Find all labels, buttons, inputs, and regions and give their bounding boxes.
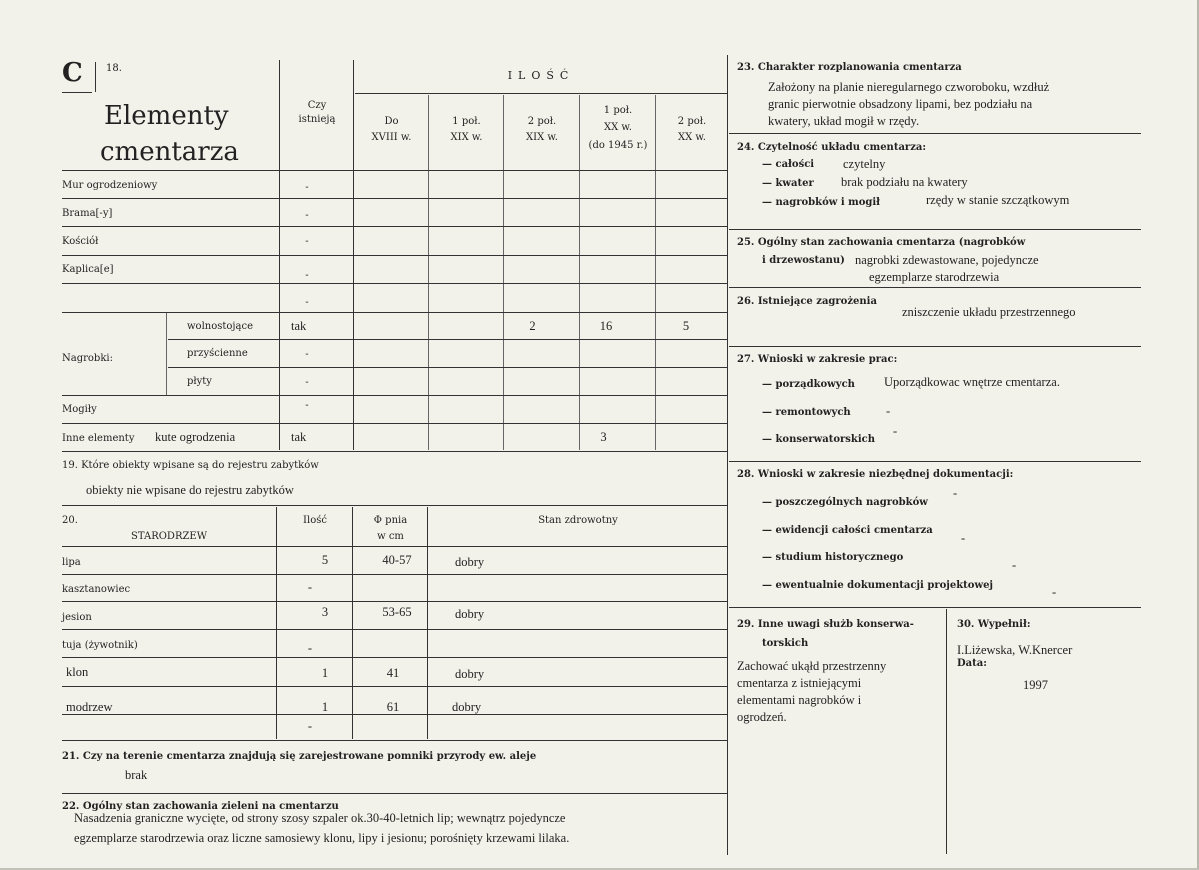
col-czy-header: istnieją bbox=[298, 114, 336, 125]
row-label: Mogiły bbox=[62, 404, 97, 415]
row-line bbox=[62, 657, 727, 658]
question-26: 26. Istniejące zagrożenia bbox=[737, 296, 877, 307]
row-label: płyty bbox=[187, 376, 212, 387]
question-21: 21. Czy na terenie cmentarza znajdują się zarejestrowane pomniki przyrody ew. aleje bbox=[62, 751, 537, 762]
item-value: - bbox=[961, 531, 966, 545]
row-label: Mur ogrodzeniowy bbox=[62, 180, 158, 191]
tree-count: 5 bbox=[321, 553, 329, 567]
row-line bbox=[62, 283, 727, 284]
item-value: - bbox=[886, 404, 891, 418]
filled-by-names: I.Liżewska, W.Knercer bbox=[957, 643, 1073, 657]
answer-26: zniszczenie układu przestrzennego bbox=[902, 305, 1076, 319]
cell-value: 3 bbox=[600, 430, 607, 444]
row-line bbox=[62, 601, 727, 602]
question-29: torskich bbox=[762, 638, 809, 649]
answer-29-line: ogrodzeń. bbox=[737, 710, 787, 724]
row-line bbox=[729, 287, 1141, 288]
cell-value: 16 bbox=[599, 319, 613, 333]
item-label: — kwater bbox=[762, 178, 814, 189]
row-line bbox=[62, 198, 727, 199]
tree-health: dobry bbox=[455, 667, 485, 681]
col-header: 2 poł. bbox=[527, 116, 557, 127]
item-label: — nagrobków i mogił bbox=[762, 197, 881, 208]
question-22: 22. Ogólny stan zachowania zieleni na cmentarzu bbox=[62, 801, 339, 812]
divider bbox=[655, 95, 656, 450]
question-24: 24. Czytelność układu cmentarza: bbox=[737, 142, 927, 153]
row-line bbox=[62, 793, 727, 794]
item-value: - bbox=[1052, 585, 1057, 599]
tree-name: kasztanowiec bbox=[62, 584, 131, 595]
col-czy-header: Czy bbox=[307, 100, 327, 111]
tree-health: dobry bbox=[452, 700, 482, 714]
col-header: 1 poł. bbox=[452, 116, 481, 127]
item-label: — remontowych bbox=[762, 407, 851, 418]
divider bbox=[579, 95, 580, 450]
row-line bbox=[729, 346, 1141, 347]
answer-23-line: granic pierwotnie obsadzony lipami, bez podziału na bbox=[768, 97, 1033, 111]
section-number: 20. bbox=[62, 515, 78, 526]
col-header: Stan zdrowotny bbox=[538, 515, 618, 526]
divider bbox=[946, 609, 947, 854]
tree-diameter: 61 bbox=[386, 700, 400, 714]
cell-czy: - bbox=[305, 349, 309, 360]
col-header: XIX w. bbox=[526, 132, 558, 143]
row-line bbox=[62, 395, 727, 396]
row-line bbox=[62, 505, 727, 506]
item-value: - bbox=[893, 424, 898, 438]
cell-czy: - bbox=[305, 210, 309, 221]
answer-29-line: Zachować ukąłd przestrzenny bbox=[737, 659, 887, 673]
col-header: Φ pnia bbox=[373, 515, 408, 526]
cell-czy: tak bbox=[291, 430, 307, 444]
col-header: Ilość bbox=[303, 515, 327, 526]
tree-name: modrzew bbox=[66, 700, 113, 714]
letter-underline bbox=[62, 92, 92, 93]
item-value: Uporządkowac wnętrze cmentarza. bbox=[884, 375, 1060, 389]
divider bbox=[355, 93, 727, 94]
section-number: 18. bbox=[106, 63, 122, 74]
col-ilosc-header: ILOŚĆ bbox=[507, 69, 575, 82]
divider bbox=[727, 55, 728, 855]
divider bbox=[276, 507, 277, 739]
item-value: - bbox=[953, 486, 958, 500]
date-value: 1997 bbox=[1023, 678, 1048, 692]
answer-19: obiekty nie wpisane do rejestru zabytków bbox=[86, 483, 294, 497]
tree-health: dobry bbox=[455, 607, 485, 621]
tree-count: 1 bbox=[321, 666, 329, 680]
col-header: Do bbox=[384, 116, 399, 127]
answer-25-line: nagrobki zdewastowane, pojedyncze bbox=[855, 253, 1039, 267]
item-label: — poszczególnych nagrobków bbox=[762, 497, 928, 508]
answer-25-line: egzemplarze starodrzewia bbox=[869, 270, 1000, 284]
cell-czy: tak bbox=[291, 319, 307, 333]
row-line bbox=[62, 451, 727, 452]
tree-diameter: 53-65 bbox=[382, 605, 412, 619]
col-header: (do 1945 r.) bbox=[588, 140, 648, 151]
row-line bbox=[729, 133, 1141, 134]
cell-czy: - bbox=[305, 297, 309, 308]
divider bbox=[166, 313, 167, 395]
answer-22-line: Nasadzenia graniczne wycięte, od strony szosy szpaler ok.30-40-letnich lip; wewnątrz pojedyncze bbox=[74, 811, 566, 825]
tree-name: tuja (żywotnik) bbox=[62, 640, 138, 651]
answer-29-line: elementami nagrobków i bbox=[737, 693, 862, 707]
divider bbox=[352, 507, 353, 739]
tree-diameter: 41 bbox=[386, 666, 400, 680]
date-label: Data: bbox=[957, 658, 987, 669]
row-label: Nagrobki: bbox=[62, 353, 113, 364]
item-label: — porządkowych bbox=[762, 379, 855, 390]
row-label: Kaplica[e] bbox=[62, 264, 114, 275]
item-label: — studium historycznego bbox=[762, 552, 904, 563]
row-line bbox=[62, 226, 727, 227]
cell-czy: - bbox=[305, 270, 309, 281]
row-line bbox=[62, 686, 727, 687]
item-label: — ewidencji całości cmentarza bbox=[762, 525, 933, 536]
cell-czy: - bbox=[305, 236, 309, 247]
row-value: kute ogrodzenia bbox=[155, 430, 236, 444]
filled-by-label: 30. Wypełnił: bbox=[957, 619, 1031, 630]
table-title: STARODRZEW bbox=[131, 531, 207, 542]
answer-21: brak bbox=[125, 768, 148, 782]
row-line bbox=[729, 229, 1141, 230]
item-label: — ewentualnie dokumentacji projektowej bbox=[762, 580, 994, 591]
question-28: 28. Wnioski w zakresie niezbędnej dokumentacji: bbox=[737, 469, 1014, 480]
question-19: 19. Które obiekty wpisane są do rejestru zabytków bbox=[62, 460, 319, 471]
row-label: przyścienne bbox=[187, 348, 248, 359]
row-line bbox=[62, 255, 727, 256]
row-line bbox=[729, 607, 1141, 608]
tree-count: - bbox=[307, 641, 313, 655]
row-line bbox=[62, 574, 727, 575]
row-label: wolnostojące bbox=[187, 321, 253, 332]
item-value: brak podziału na kwatery bbox=[841, 175, 968, 189]
row-label: Brama[-y] bbox=[62, 208, 113, 219]
card-letter: C bbox=[62, 58, 83, 88]
tree-name: jesion bbox=[62, 612, 92, 623]
tree-diameter: 40-57 bbox=[382, 553, 412, 567]
section-title: Elementy bbox=[104, 101, 229, 131]
answer-29-line: cmentarza z istniejącymi bbox=[737, 676, 862, 690]
cell-czy: - bbox=[305, 400, 309, 411]
col-header: XX w. bbox=[678, 132, 706, 143]
tree-health: dobry bbox=[455, 555, 485, 569]
row-line bbox=[62, 740, 727, 741]
question-27: 27. Wnioski w zakresie prac: bbox=[737, 354, 898, 365]
letter-bar bbox=[95, 62, 96, 92]
divider bbox=[428, 95, 429, 450]
row-line bbox=[62, 629, 727, 630]
cell-value: 5 bbox=[682, 319, 690, 333]
divider bbox=[503, 95, 504, 450]
col-header: 1 poł. bbox=[603, 105, 633, 116]
tree-count: 3 bbox=[321, 605, 329, 619]
section-title: cmentarza bbox=[100, 137, 239, 167]
col-header: w cm bbox=[377, 531, 404, 542]
tree-count: - bbox=[307, 580, 313, 594]
tree-count: - bbox=[307, 719, 313, 733]
col-header: XVIII w. bbox=[371, 132, 412, 143]
item-value: czytelny bbox=[843, 157, 886, 171]
question-25: 25. Ogólny stan zachowania cmentarza (nagrobków bbox=[737, 237, 1026, 248]
row-line bbox=[168, 339, 727, 340]
answer-23-line: kwatery, układ mogił w rzędy. bbox=[768, 114, 920, 128]
cell-czy: - bbox=[305, 182, 309, 193]
item-label: — całości bbox=[762, 159, 815, 170]
row-label: Inne elementy bbox=[62, 433, 135, 444]
row-line bbox=[62, 546, 727, 547]
row-line bbox=[729, 461, 1141, 462]
answer-22-line: egzemplarze starodrzewia oraz liczne samosiewy klonu, lipy i jesionu; porośnięty krzewami lilaka. bbox=[74, 831, 570, 845]
item-value: - bbox=[1012, 558, 1017, 572]
question-23: 23. Charakter rozplanowania cmentarza bbox=[737, 62, 962, 73]
tree-count: 1 bbox=[321, 700, 329, 714]
col-header: XX w. bbox=[604, 122, 632, 133]
tree-name: lipa bbox=[62, 557, 81, 568]
tree-name: klon bbox=[66, 665, 89, 679]
row-line bbox=[62, 423, 727, 424]
col-header: 2 poł. bbox=[677, 116, 707, 127]
row-line bbox=[62, 312, 727, 313]
row-line bbox=[62, 170, 727, 171]
question-25: i drzewostanu) bbox=[762, 255, 845, 266]
item-value: rzędy w stanie szczątkowym bbox=[926, 193, 1070, 207]
cell-value: 2 bbox=[529, 319, 536, 333]
col-header: XIX w. bbox=[450, 132, 483, 143]
cell-czy: - bbox=[305, 377, 309, 388]
item-label: — konserwatorskich bbox=[762, 434, 875, 445]
answer-23-line: Założony na planie nieregularnego czworoboku, wzdłuż bbox=[768, 80, 1050, 94]
row-label: Kościół bbox=[62, 236, 99, 247]
question-29: 29. Inne uwagi służb konserwa- bbox=[737, 619, 914, 630]
row-line bbox=[168, 367, 727, 368]
